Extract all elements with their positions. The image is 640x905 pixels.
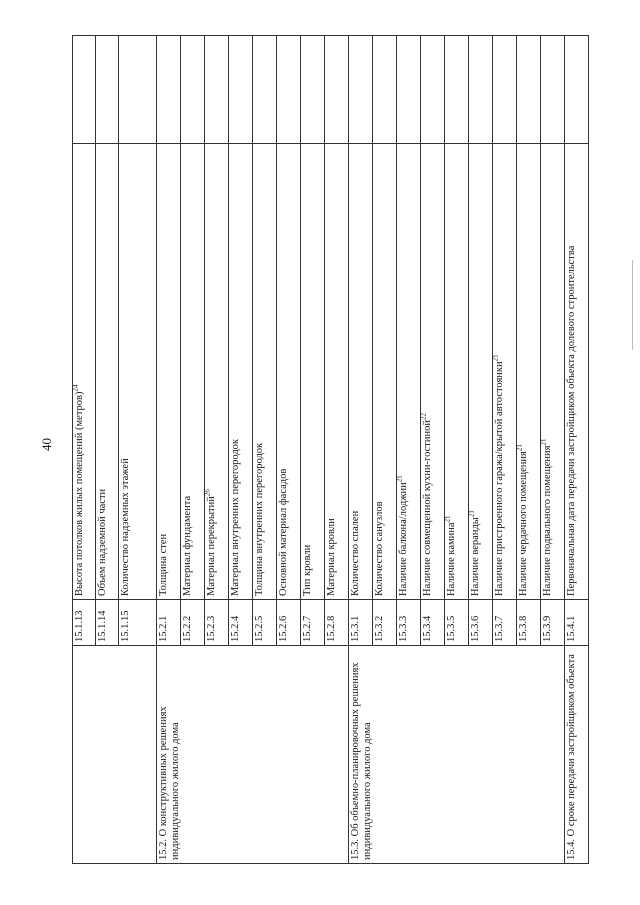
footnote-ref: 21 bbox=[395, 475, 404, 483]
item-name bbox=[565, 144, 589, 600]
item-code: 15.2.3 bbox=[205, 600, 229, 646]
item-code: 15.2.6 bbox=[277, 600, 301, 646]
footnote-ref: 26 bbox=[203, 489, 212, 497]
item-name-text: Количество спален bbox=[350, 510, 361, 596]
footnote-ref: 21 bbox=[443, 515, 452, 523]
footnote-ref: 21 bbox=[491, 354, 500, 362]
item-code: 15.3.3 bbox=[397, 600, 421, 646]
item-code: 15.3.8 bbox=[517, 600, 541, 646]
value-cell bbox=[229, 36, 253, 144]
item-name-text: Наличие веранды bbox=[470, 517, 481, 596]
item-name bbox=[205, 144, 229, 600]
item-name-text: Наличие подвального помещения bbox=[542, 445, 553, 596]
footnote-ref: 21 bbox=[539, 438, 548, 446]
item-name-text: Наличие балкона/лоджии bbox=[398, 482, 409, 596]
item-code: 15.2.7 bbox=[301, 600, 325, 646]
item-name-text: Основной материал фасадов bbox=[278, 468, 289, 596]
section-cell bbox=[73, 646, 157, 864]
item-code: 15.3.1 bbox=[349, 600, 373, 646]
item-name bbox=[517, 144, 541, 600]
item-name bbox=[325, 144, 349, 600]
item-code: 15.2.2 bbox=[181, 600, 205, 646]
item-code: 15.2.1 bbox=[157, 600, 181, 646]
item-name-text: Наличие пристроенного гаража/крытой автостоянки bbox=[494, 361, 505, 596]
rotated-table-frame bbox=[72, 36, 584, 864]
item-name bbox=[373, 144, 397, 600]
footnote-ref: 21 bbox=[515, 444, 524, 452]
item-name bbox=[541, 144, 565, 600]
value-cell bbox=[253, 36, 277, 144]
item-name bbox=[157, 144, 181, 600]
item-name bbox=[73, 144, 96, 600]
item-name-text: Материал перекрытий bbox=[206, 496, 217, 596]
value-cell bbox=[73, 36, 96, 144]
item-name-text: Материал внутренних перегородок bbox=[230, 438, 241, 596]
item-code: 15.1.14 bbox=[96, 600, 119, 646]
item-name-text: Тип кровли bbox=[302, 544, 313, 596]
value-cell bbox=[181, 36, 205, 144]
item-name bbox=[277, 144, 301, 600]
item-name-text: Толщина стен bbox=[158, 533, 169, 596]
value-cell bbox=[565, 36, 589, 144]
value-cell bbox=[445, 36, 469, 144]
item-name bbox=[493, 144, 517, 600]
item-code: 15.3.6 bbox=[469, 600, 493, 646]
item-code: 15.3.7 bbox=[493, 600, 517, 646]
item-code: 15.2.8 bbox=[325, 600, 349, 646]
value-cell bbox=[119, 36, 157, 144]
section-cell: 15.2. О конструктивных решениях индивидуального жилого дома bbox=[157, 646, 349, 864]
value-cell bbox=[421, 36, 445, 144]
item-name bbox=[421, 144, 445, 600]
section-cell: 15.4. О сроке передачи застройщиком объекта bbox=[565, 646, 589, 864]
item-name-text: Наличие совмещенной кухни-гостиной bbox=[422, 420, 433, 596]
item-name bbox=[397, 144, 421, 600]
item-code: 15.3.2 bbox=[373, 600, 397, 646]
value-cell bbox=[157, 36, 181, 144]
item-name-text: Количество санузлов bbox=[374, 501, 385, 596]
footnote-ref: 22 bbox=[419, 413, 428, 421]
value-cell bbox=[493, 36, 517, 144]
value-cell bbox=[373, 36, 397, 144]
item-code: 15.2.5 bbox=[253, 600, 277, 646]
footnote-ref: 21 bbox=[467, 510, 476, 518]
item-code: 15.2.4 bbox=[229, 600, 253, 646]
value-cell bbox=[325, 36, 349, 144]
item-code: 15.1.13 bbox=[73, 600, 96, 646]
item-code: 15.3.9 bbox=[541, 600, 565, 646]
item-code: 15.3.4 bbox=[421, 600, 445, 646]
item-name bbox=[469, 144, 493, 600]
item-name-text: Наличие чердачного помещения bbox=[518, 451, 529, 596]
item-name-text: Материал фундамента bbox=[182, 495, 193, 596]
value-cell bbox=[96, 36, 119, 144]
table-row bbox=[565, 36, 589, 864]
item-name bbox=[181, 144, 205, 600]
scan-edge-mark bbox=[632, 260, 633, 350]
footnote-ref: 24 bbox=[71, 384, 80, 392]
item-name bbox=[119, 144, 157, 600]
item-code: 15.4.1 bbox=[565, 600, 589, 646]
item-name bbox=[349, 144, 373, 600]
item-name bbox=[301, 144, 325, 600]
item-name bbox=[229, 144, 253, 600]
item-name-text: Толщина внутренних перегородок bbox=[254, 442, 265, 596]
page-number: 40 bbox=[39, 438, 54, 451]
value-cell bbox=[469, 36, 493, 144]
value-cell bbox=[277, 36, 301, 144]
item-name-text: Количество надземных этажей bbox=[120, 458, 131, 596]
item-code: 15.3.5 bbox=[445, 600, 469, 646]
characteristics-table bbox=[72, 35, 589, 864]
value-cell bbox=[301, 36, 325, 144]
item-name-text: Объем надземной части bbox=[97, 488, 108, 596]
item-name-text: Наличие камина bbox=[446, 522, 457, 596]
table-row bbox=[73, 36, 96, 864]
table-row bbox=[349, 36, 373, 864]
item-name bbox=[96, 144, 119, 600]
value-cell bbox=[397, 36, 421, 144]
item-code: 15.1.15 bbox=[119, 600, 157, 646]
item-name-text: Высота потолков жилых помещений (метров) bbox=[74, 391, 85, 596]
value-cell bbox=[517, 36, 541, 144]
item-name bbox=[445, 144, 469, 600]
item-name-text: Материал кровли bbox=[326, 518, 337, 596]
value-cell bbox=[205, 36, 229, 144]
item-name bbox=[253, 144, 277, 600]
value-cell bbox=[541, 36, 565, 144]
section-cell: 15.3. Об объемно-планировочных решениях индивидуального жилого дома bbox=[349, 646, 565, 864]
item-name-text: Первоначальная дата передачи застройщиком объекта долевого строительства bbox=[566, 245, 577, 596]
value-cell bbox=[349, 36, 373, 144]
table-row bbox=[157, 36, 181, 864]
rotated-table-wrapper bbox=[72, 36, 584, 864]
